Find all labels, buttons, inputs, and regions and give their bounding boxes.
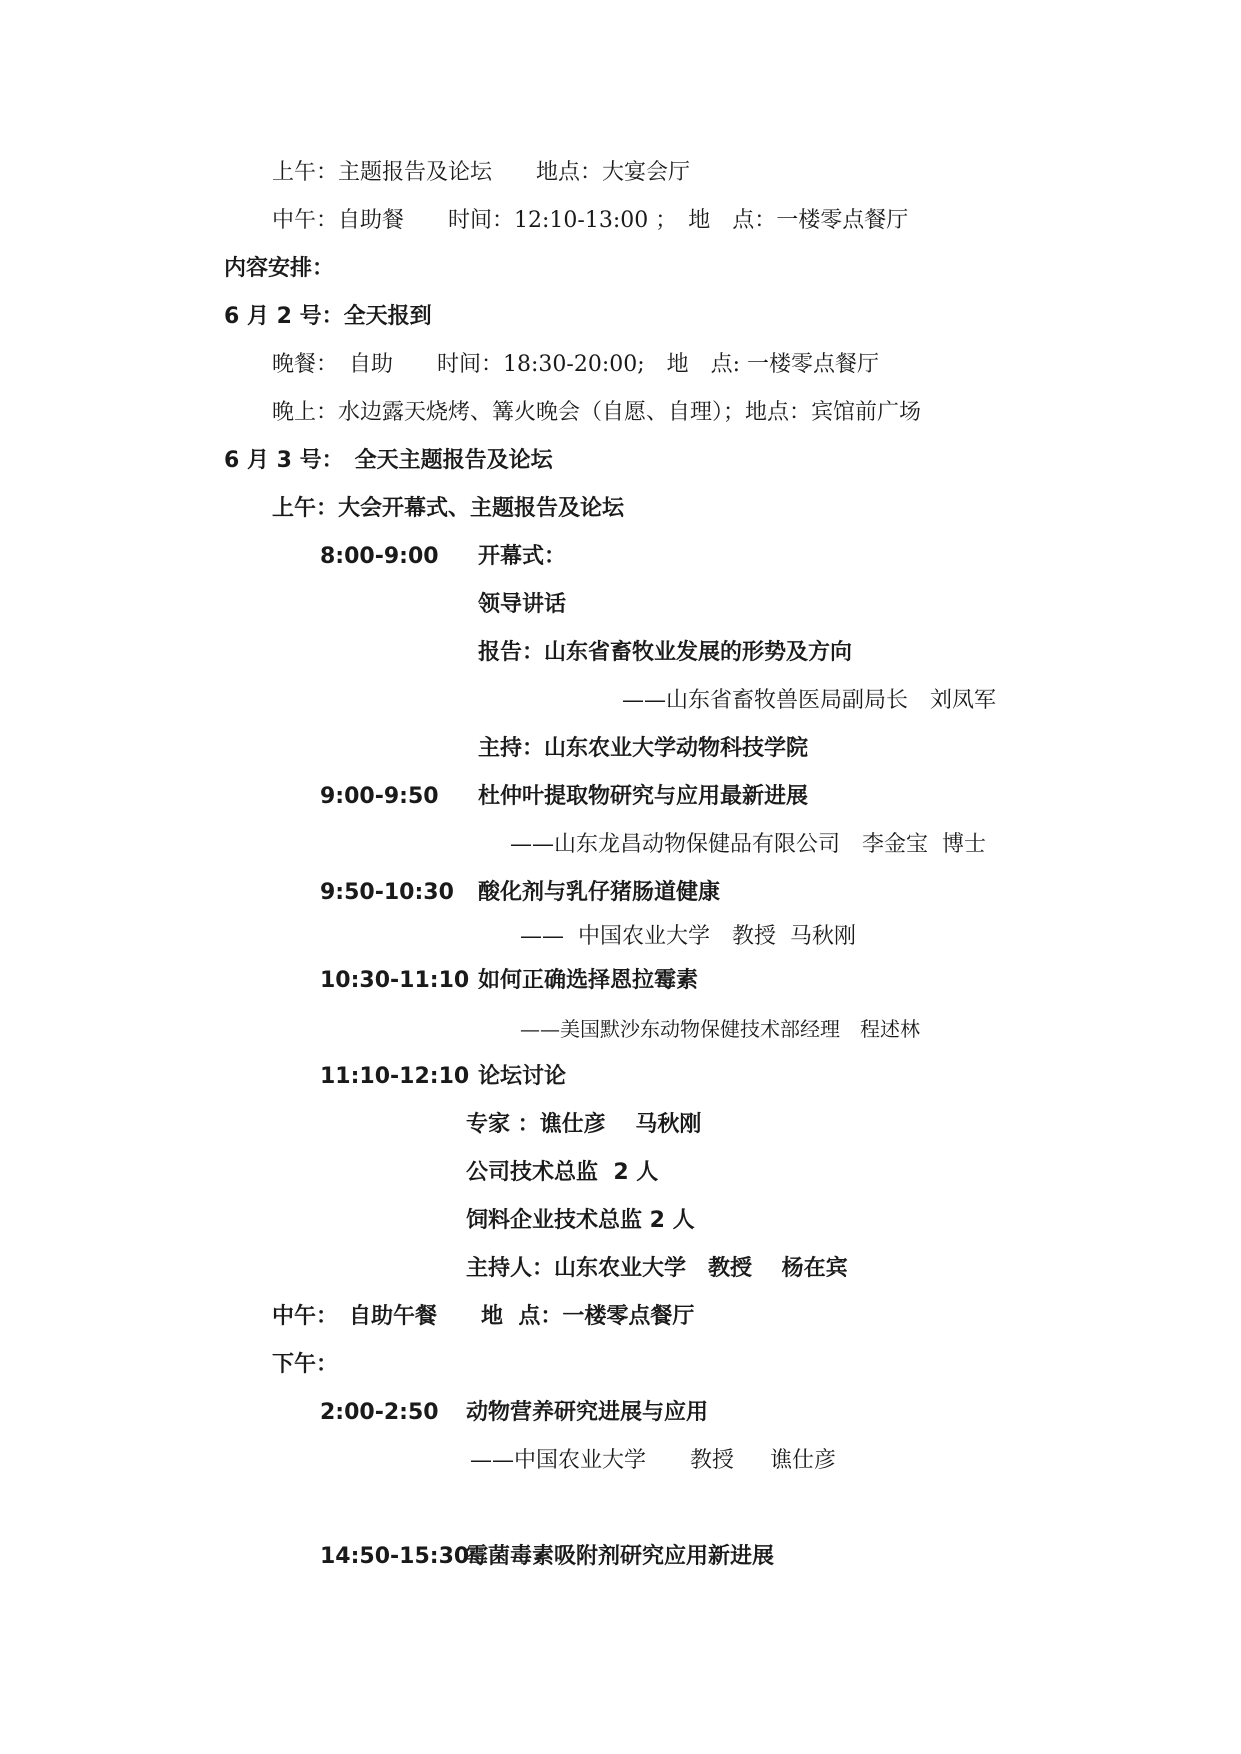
agenda-item: 霉菌毒素吸附剂研究应用新进展 [466, 1544, 775, 1569]
time-slot: 9:50-10:30 [320, 880, 454, 905]
agenda-item: 动物营养研究进展与应用 [466, 1400, 709, 1425]
time-slot: 14:50-15:30 [320, 1544, 470, 1569]
day-heading-june-2: 6 月 2 号：全天报到 [224, 304, 432, 329]
agenda-item: 领导讲话 [478, 592, 567, 617]
noon-meal-line: 中午：自助餐 时间：12:10-13:00 ； 地 点：一楼零点餐厅 [272, 208, 909, 233]
morning-schedule-line: 上午：主题报告及论坛 地点：大宴会厅 [272, 160, 691, 185]
speaker-line: ——中国农业大学 教授 谯仕彦 [470, 1448, 836, 1473]
forum-participants: 饲料企业技术总监 2 人 [466, 1208, 695, 1233]
agenda-item: 开幕式： [478, 544, 567, 569]
speaker-line: —— 中国农业大学 教授 马秋刚 [520, 924, 856, 949]
speaker-line: ——山东龙昌动物保健品有限公司 李金宝 博士 [510, 832, 986, 857]
day-heading-june-3: 6 月 3 号： 全天主题报告及论坛 [224, 448, 553, 473]
agenda-item: 报告：山东省畜牧业发展的形势及方向 [478, 640, 853, 665]
agenda-item: 杜仲叶提取物研究与应用最新进展 [478, 784, 809, 809]
dinner-line: 晚餐： 自助 时间：18:30-20:00; 地 点: 一楼零点餐厅 [272, 352, 880, 377]
evening-line: 晚上：水边露天烧烤、篝火晚会（自愿、自理）；地点：宾馆前广场 [272, 400, 922, 425]
time-slot: 9:00-9:50 [320, 784, 439, 809]
morning-session-heading: 上午：大会开幕式、主题报告及论坛 [272, 496, 625, 521]
section-heading: 内容安排： [224, 256, 335, 281]
afternoon-heading: 下午： [272, 1352, 339, 1377]
agenda-item: 酸化剂与乳仔猪肠道健康 [478, 880, 721, 905]
speaker-line: ——美国默沙东动物保健技术部经理 程述林 [520, 1017, 920, 1041]
forum-participants: 公司技术总监 2 人 [466, 1160, 659, 1185]
agenda-item: 如何正确选择恩拉霉素 [478, 968, 699, 993]
agenda-item: 主持：山东农业大学动物科技学院 [478, 736, 809, 761]
agenda-item: 论坛讨论 [478, 1064, 567, 1089]
time-slot: 10:30-11:10 [320, 968, 470, 993]
forum-host: 主持人：山东农业大学 教授 杨在宾 [466, 1256, 848, 1281]
speaker-line: ——山东省畜牧兽医局副局长 刘凤军 [622, 688, 997, 713]
noon-lunch-line: 中午： 自助午餐 地 点：一楼零点餐厅 [272, 1304, 695, 1329]
forum-experts: 专家 ：谯仕彦 马秋刚 [466, 1112, 702, 1137]
time-slot: 8:00-9:00 [320, 544, 439, 569]
time-slot: 2:00-2:50 [320, 1400, 439, 1425]
time-slot: 11:10-12:10 [320, 1064, 470, 1089]
